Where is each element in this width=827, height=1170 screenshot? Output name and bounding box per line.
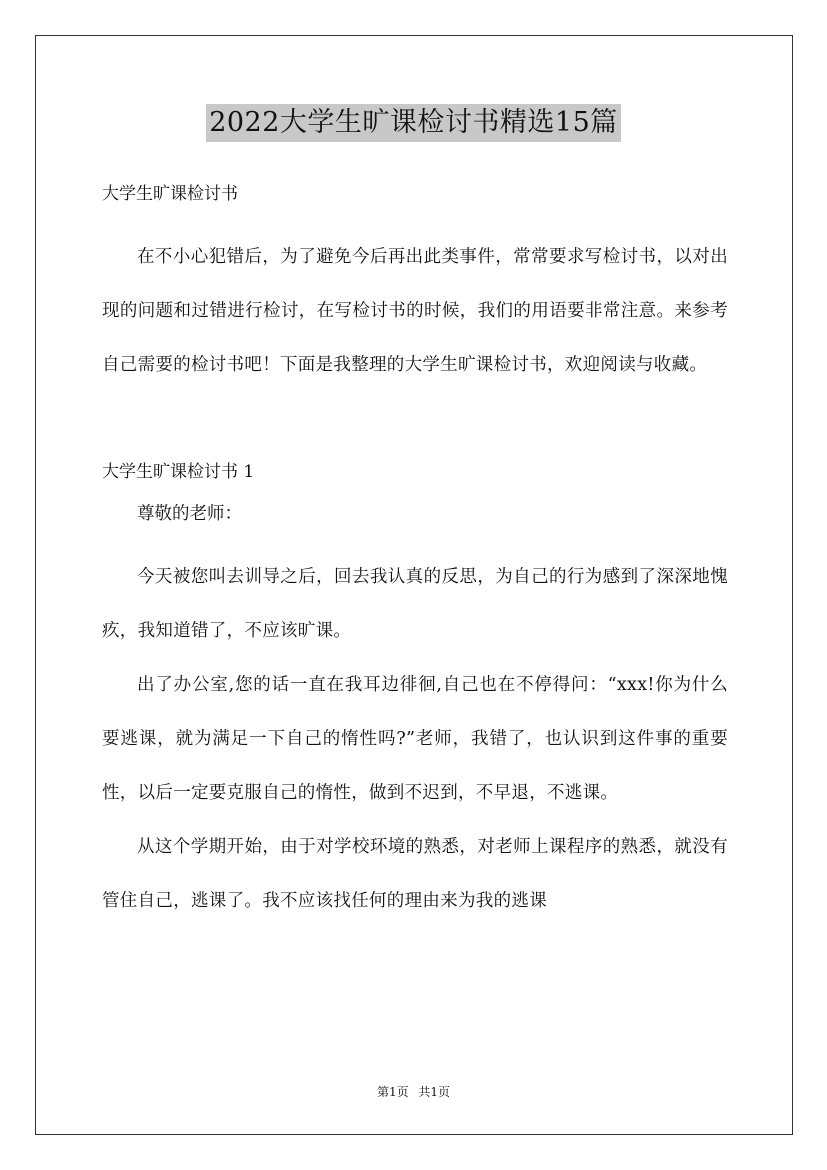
body-paragraph: 今天被您叫去训导之后，回去我认真的反思，为自己的行为感到了深深地愧疚，我知道错了，不应该旷课。 [102, 567, 728, 641]
document-heading: 大学生旷课检讨书 [102, 184, 238, 204]
document-body [102, 176, 728, 928]
section-heading: 大学生旷课检讨书 1 [102, 462, 255, 482]
body-paragraph: 从这个学期开始，由于对学校环境的熟悉，对老师上课程序的熟悉，就没有管住自己，逃课了。我不应该找任何的理由来为我的逃课 [102, 837, 728, 911]
salutation: 尊敬的老师： [137, 504, 242, 524]
intro-paragraph: 在不小心犯错后，为了避免今后再出此类事件，常常要求写检讨书，以对出现的问题和过错进行检讨，在写检讨书的时候，我们的用语要非常注意。来参考自己需要的检讨书吧！下面是我整理的大学生旷课检讨书，欢迎阅读与收藏。 [102, 247, 728, 375]
document-title: 2022大学生旷课检讨书精选15篇 [206, 104, 621, 142]
page-footer [0, 1084, 827, 1100]
page-number: 第1页 [376, 1085, 409, 1099]
title-container [0, 104, 827, 142]
body-paragraph: 出了办公室,您的话一直在我耳边徘徊,自己也在不停得问：“xxx!你为什么要逃课，就为满足一下自己的惰性吗?”老师，我错了，也认识到这件事的重要性，以后一定要克服自己的惰性，做到不迟到，不早退，不逃课。 [102, 675, 728, 803]
page-total: 共1页 [418, 1085, 451, 1099]
